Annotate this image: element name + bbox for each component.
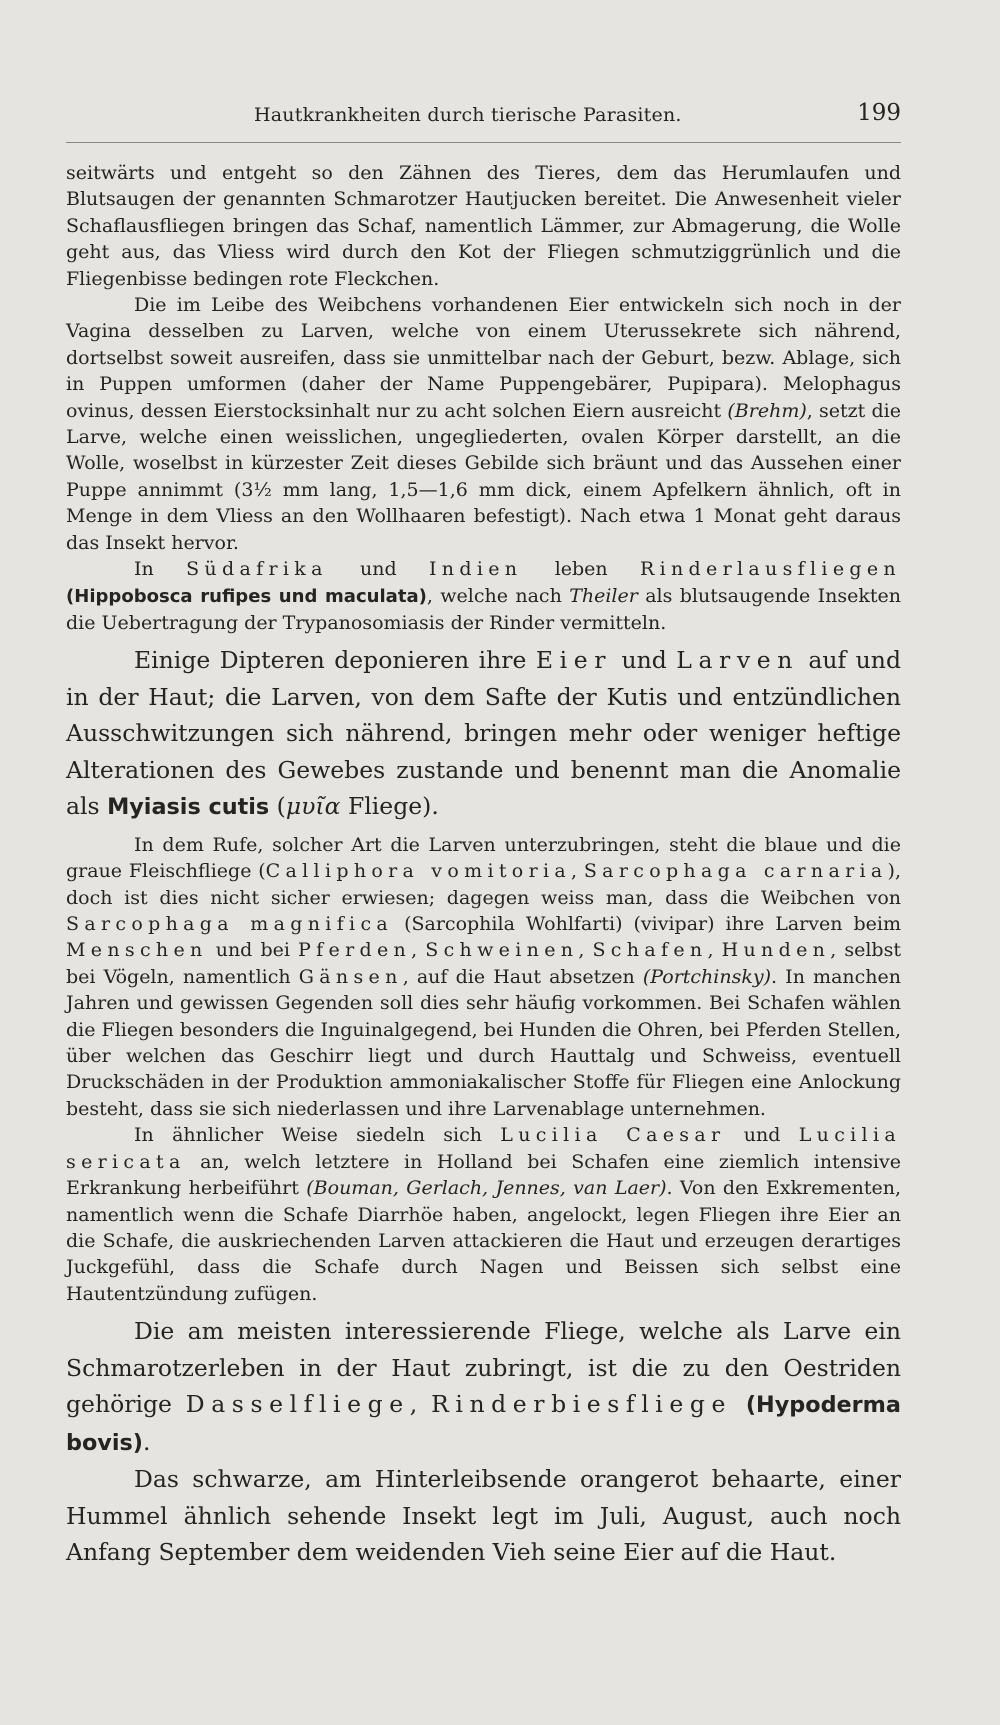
text-run: Die am meisten interessierende Fliege, welche als Larve ein Schmarotzerleben in der Haut zubringt, ist die zu den Oestriden gehörige xyxy=(66,1317,901,1419)
large-print-block-2 xyxy=(66,1313,901,1571)
spaced-term: Hunden xyxy=(721,939,831,962)
page-number: 199 xyxy=(857,100,901,126)
text-run: ), doch ist dies nicht sicher erwiesen; dagegen weiss man, dass die Weibchen von xyxy=(66,860,901,909)
spaced-term: Rinderbiesfliege xyxy=(431,1390,732,1419)
text-run: , auf die Haut absetzen xyxy=(402,965,643,988)
text-run: Einige Dipteren deponieren ihre xyxy=(134,646,536,675)
text-run: Die im Leibe des Weibchens vorhandenen Eier entwickeln sich noch in der Vagina desselben zu Larven, welche von einem Uterussekrete sich nährend, dortselbst soweit ausreifen, dass sie unmittelbar nach der Geburt, bezw. Ablage, sich in Puppen umformen (daher der Name Puppengebärer, Pupipara). Melophagus ovinus, dessen Eierstocksinhalt nur zu acht solchen Eiern ausreicht xyxy=(66,294,901,422)
spaced-term: Eier xyxy=(535,646,613,675)
paragraph-6 xyxy=(66,1122,901,1307)
text-run: In xyxy=(134,558,187,581)
spaced-term: Sarcophaga magnifica xyxy=(66,913,394,936)
spaced-term: Menschen xyxy=(66,939,208,962)
spaced-term: Sarcophaga carnaria xyxy=(583,860,888,883)
page-header xyxy=(66,100,901,136)
text-run: als blutsaugende Insekten die Uebertragung der Trypanosomiasis der Rinder vermitteln. xyxy=(66,584,901,634)
greek-term: μυῖα xyxy=(285,792,341,821)
spaced-term: Calliphora vomitoria xyxy=(265,860,572,883)
text-run: (Sarcophila Wohlfarti) (vivipar) ihre Larven beim xyxy=(393,913,902,936)
header-rule xyxy=(66,142,901,143)
paragraph-4 xyxy=(66,642,901,826)
paragraph-5 xyxy=(66,832,901,1122)
species-name: (Hippobosca rufipes und maculata) xyxy=(66,585,427,607)
text-run: und xyxy=(725,1124,799,1147)
paragraph-8 xyxy=(66,1461,901,1571)
spaced-term: Dasselfliege xyxy=(185,1390,410,1419)
spaced-term: Gänsen xyxy=(298,965,403,988)
paragraph-1 xyxy=(66,160,901,292)
text-run: , xyxy=(707,939,722,962)
text-run: Das schwarze, am Hinterleibsende orangerot behaarte, einer Hummel ähnlich sehende Insekt legt im Juli, August, auch noch Anfang September dem weidenden Vieh seine Eier auf die Haut. xyxy=(66,1465,901,1567)
spaced-term: Lucilia sericata xyxy=(66,1124,901,1173)
spaced-term: Pferden xyxy=(298,939,412,962)
disease-name: Myiasis cutis xyxy=(107,794,270,821)
author-citation: (Brehm) xyxy=(727,399,807,422)
text-run xyxy=(732,1390,746,1418)
text-run: , setzt die Larve, welche einen weisslichen, ungegliederten, ovalen Körper darstellt, an die Wolle, woselbst in kürzester Zeit dieses Gebilde sich bräunt und das Aussehen einer Puppe annimmt (3½ mm lang, 1,5—1,6 mm dick, einem Apfelkern ähnlich, oft in Menge in dem Vliess an den Wollhaaren befestigt). Nach etwa 1 Monat geht daraus das Insekt hervor. xyxy=(66,399,901,554)
text-run: leben xyxy=(522,558,640,581)
author-citation: (Bouman, Gerlach, Jennes, van Laer) xyxy=(306,1177,667,1200)
paragraph-3 xyxy=(66,556,901,636)
text-run: , selbst bei Vögeln, namentlich xyxy=(66,939,901,988)
small-print-block-2 xyxy=(66,832,901,1307)
text-run: . xyxy=(142,1427,151,1456)
text-run: , welche nach xyxy=(426,584,570,607)
text-run: In dem Rufe, solcher Art die Larven unterzubringen, steht die blaue und die graue Fleischfliege ( xyxy=(66,833,901,883)
text-run: , xyxy=(578,939,593,962)
spaced-term: Lucilia Caesar xyxy=(500,1124,726,1147)
text-run: seitwärts und entgeht so den Zähnen des Tieres, dem das Herumlaufen und Blutsaugen der genannten Schmarotzer Hautjucken bereitet. Die Anwesenheit vieler Schaflausfliegen bringen das Schaf, namentlich Lämmer, zur Abmagerung, die Wolle geht aus, das Vliess wird durch den Kot der Fliegen schmutziggrünlich und die Fliegenbisse bedingen rote Fleckchen. xyxy=(66,162,901,290)
text-run: und bei xyxy=(207,939,299,962)
paragraph-2 xyxy=(66,292,901,556)
text-run: ( xyxy=(269,792,286,821)
spaced-term: Südafrika xyxy=(186,558,328,581)
large-print-block-1 xyxy=(66,642,901,826)
text-run: , xyxy=(411,939,426,962)
text-run: , xyxy=(409,1390,432,1419)
spaced-term: Schweinen xyxy=(425,939,579,962)
text-run: . Von den Exkrementen, namentlich wenn die Schafe Diarrhöe haben, angelockt, legen Fliegen ihre Eier an die Schafe, die auskriechenden Larven attackieren die Haut und erzeugen derartiges Juckgefühl, dass die Schafe durch Nagen und Beissen sich selbst eine Hautentzündung zufügen. xyxy=(66,1177,901,1305)
spaced-term: Schafen xyxy=(592,939,708,962)
text-run: . In manchen Jahren und gewissen Gegenden soll dies sehr häufig vorkommen. Bei Schafen wählen die Fliegen besonders die Inguinalgegend, bei Hunden die Ohren, bei Pferden Stellen, über welchen das Geschirr liegt und durch Hauttalg und Schweiss, eventuell Druckschäden in der Produktion ammoniakalischer Stoffe für Fliegen eine Anlockung besteht, dass sie sich niederlassen und ihre Larvenablage unternehmen. xyxy=(66,965,901,1120)
spaced-term: Indien xyxy=(428,558,523,581)
text-run: und xyxy=(612,646,677,675)
author-citation: Theiler xyxy=(569,584,638,607)
spaced-term: Rinderlausfliegen xyxy=(639,558,901,581)
text-run: an, welch letztere in Holland bei Schafen eine ziemlich intensive Erkrankung herbeiführt xyxy=(66,1150,901,1200)
text-run: , xyxy=(571,860,584,883)
species-name: (Hypoderma bovis) xyxy=(66,1392,901,1456)
running-title: Hautkrankheiten durch tierische Parasiten. xyxy=(254,104,682,126)
paragraph-7 xyxy=(66,1313,901,1461)
spaced-term: Larven xyxy=(676,646,799,675)
text-run: Fliege). xyxy=(340,792,439,821)
author-citation: (Portchinsky) xyxy=(642,965,772,988)
small-print-block xyxy=(66,160,901,636)
body-text xyxy=(66,160,901,1571)
text-run: und xyxy=(327,558,429,581)
text-run: auf und in der Haut; die Larven, von dem Safte der Kutis und entzündlichen Ausschwitzungen sich nährend, bringen mehr oder weniger heftige Alterationen des Gewebes zustande und benennt man die Anomalie als xyxy=(66,646,901,821)
text-run: In ähnlicher Weise siedeln sich xyxy=(134,1124,501,1147)
